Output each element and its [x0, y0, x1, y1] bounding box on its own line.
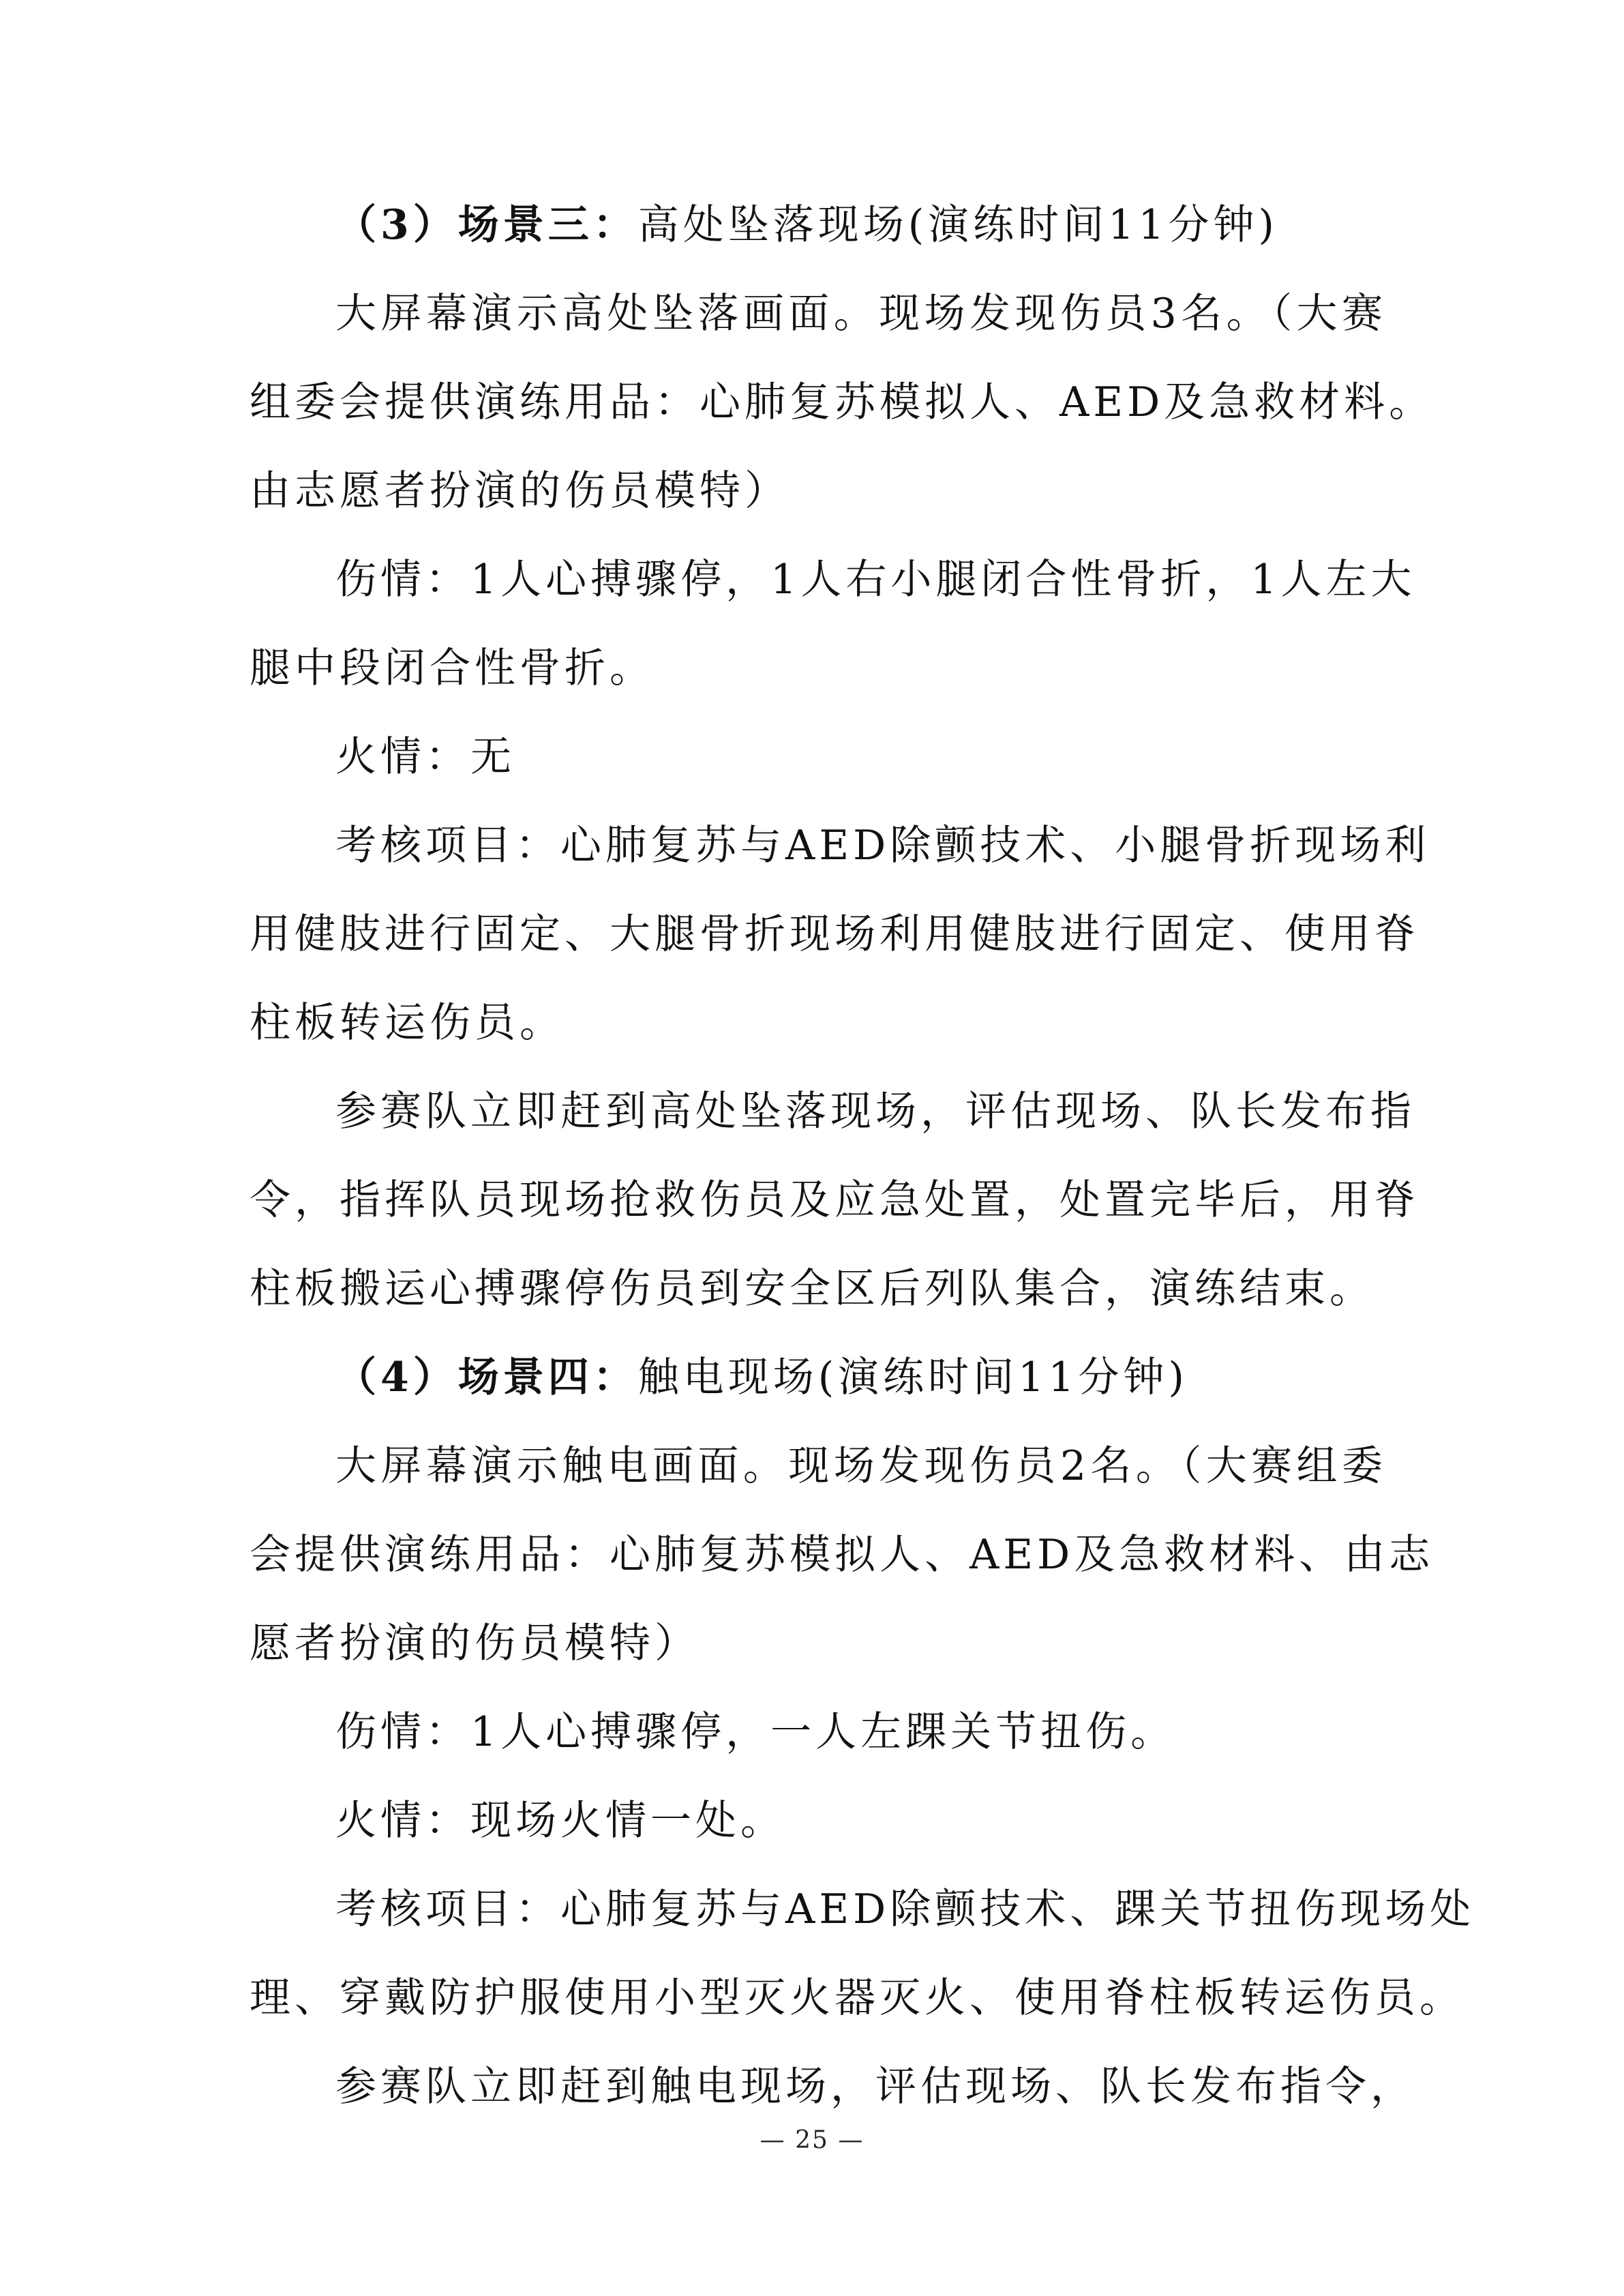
text-segment: 理、穿戴防护服使用小型灭火器灭火、使用脊柱板转运伤员。 — [250, 1974, 1464, 2022]
section-heading: （3）场景三： — [335, 201, 638, 249]
text-line — [250, 1067, 1415, 1156]
text-segment: 组委会提供演练用品：心肺复苏模拟人、AED及急救材料。 — [250, 378, 1434, 426]
text-segment: 伤情：1人心搏骤停，一人左踝关节扭伤。 — [335, 1708, 1176, 1756]
text-line — [250, 713, 1387, 801]
text-segment: 伤情：1人心搏骤停，1人右小腿闭合性骨折，1人左大 — [335, 556, 1416, 603]
text-line — [250, 2042, 1415, 2131]
text-line — [250, 1776, 1387, 1865]
text-segment: 火情：现场火情一处。 — [335, 1797, 785, 1845]
text-line — [250, 979, 1387, 1067]
page-number: — 25 — — [760, 2126, 864, 2154]
text-segment: 由志愿者扮演的伤员模特） — [250, 467, 790, 515]
text-line — [250, 1599, 1387, 1688]
document-body — [250, 181, 1475, 2131]
text-segment: 大屏幕演示触电画面。现场发现伤员2名。（大赛组委 — [335, 1442, 1387, 1490]
text-line — [250, 1954, 1464, 2042]
text-line — [250, 1510, 1434, 1599]
text-segment: 令，指挥队员现场抢救伤员及应急处置，处置完毕后，用脊 — [250, 1176, 1419, 1224]
text-segment: 愿者扮演的伤员模特） — [250, 1620, 700, 1667]
text-line — [250, 1865, 1475, 1954]
text-segment: 柱板搬运心搏骤停伤员到安全区后列队集合，演练结束。 — [250, 1265, 1374, 1313]
text-segment: 火情：无 — [335, 733, 515, 781]
text-line — [250, 801, 1430, 890]
text-segment: 用健肢进行固定、大腿骨折现场利用健肢进行固定、使用脊 — [250, 910, 1419, 958]
text-segment: 考核项目：心肺复苏与AED除颤技术、踝关节扭伤现场处 — [335, 1885, 1475, 1933]
text-line — [250, 1333, 1387, 1422]
text-line — [250, 181, 1387, 269]
text-line — [250, 1244, 1387, 1333]
text-line — [250, 1422, 1387, 1510]
text-line — [250, 890, 1419, 979]
text-segment: 腿中段闭合性骨折。 — [250, 644, 655, 692]
text-segment: 参赛队立即赶到高处坠落现场，评估现场、队长发布指 — [335, 1088, 1415, 1135]
text-line — [250, 269, 1387, 358]
text-segment: 触电现场(演练时间11分钟) — [637, 1354, 1188, 1401]
text-segment: 高处坠落现场(演练时间11分钟) — [637, 201, 1278, 249]
text-line — [250, 1156, 1419, 1244]
text-line — [250, 535, 1416, 624]
text-line — [250, 1688, 1387, 1776]
text-segment: 会提供演练用品：心肺复苏模拟人、AED及急救材料、由志 — [250, 1531, 1434, 1579]
section-heading: （4）场景四： — [335, 1354, 638, 1401]
text-segment: 参赛队立即赶到触电现场，评估现场、队长发布指令， — [335, 2063, 1415, 2111]
text-line — [250, 624, 1387, 713]
text-segment: 大屏幕演示高处坠落画面。现场发现伤员3名。（大赛 — [335, 290, 1387, 338]
text-line — [250, 358, 1434, 447]
text-segment: 考核项目：心肺复苏与AED除颤技术、小腿骨折现场利 — [335, 822, 1430, 869]
text-segment: 柱板转运伤员。 — [250, 999, 565, 1047]
text-line — [250, 447, 1387, 535]
